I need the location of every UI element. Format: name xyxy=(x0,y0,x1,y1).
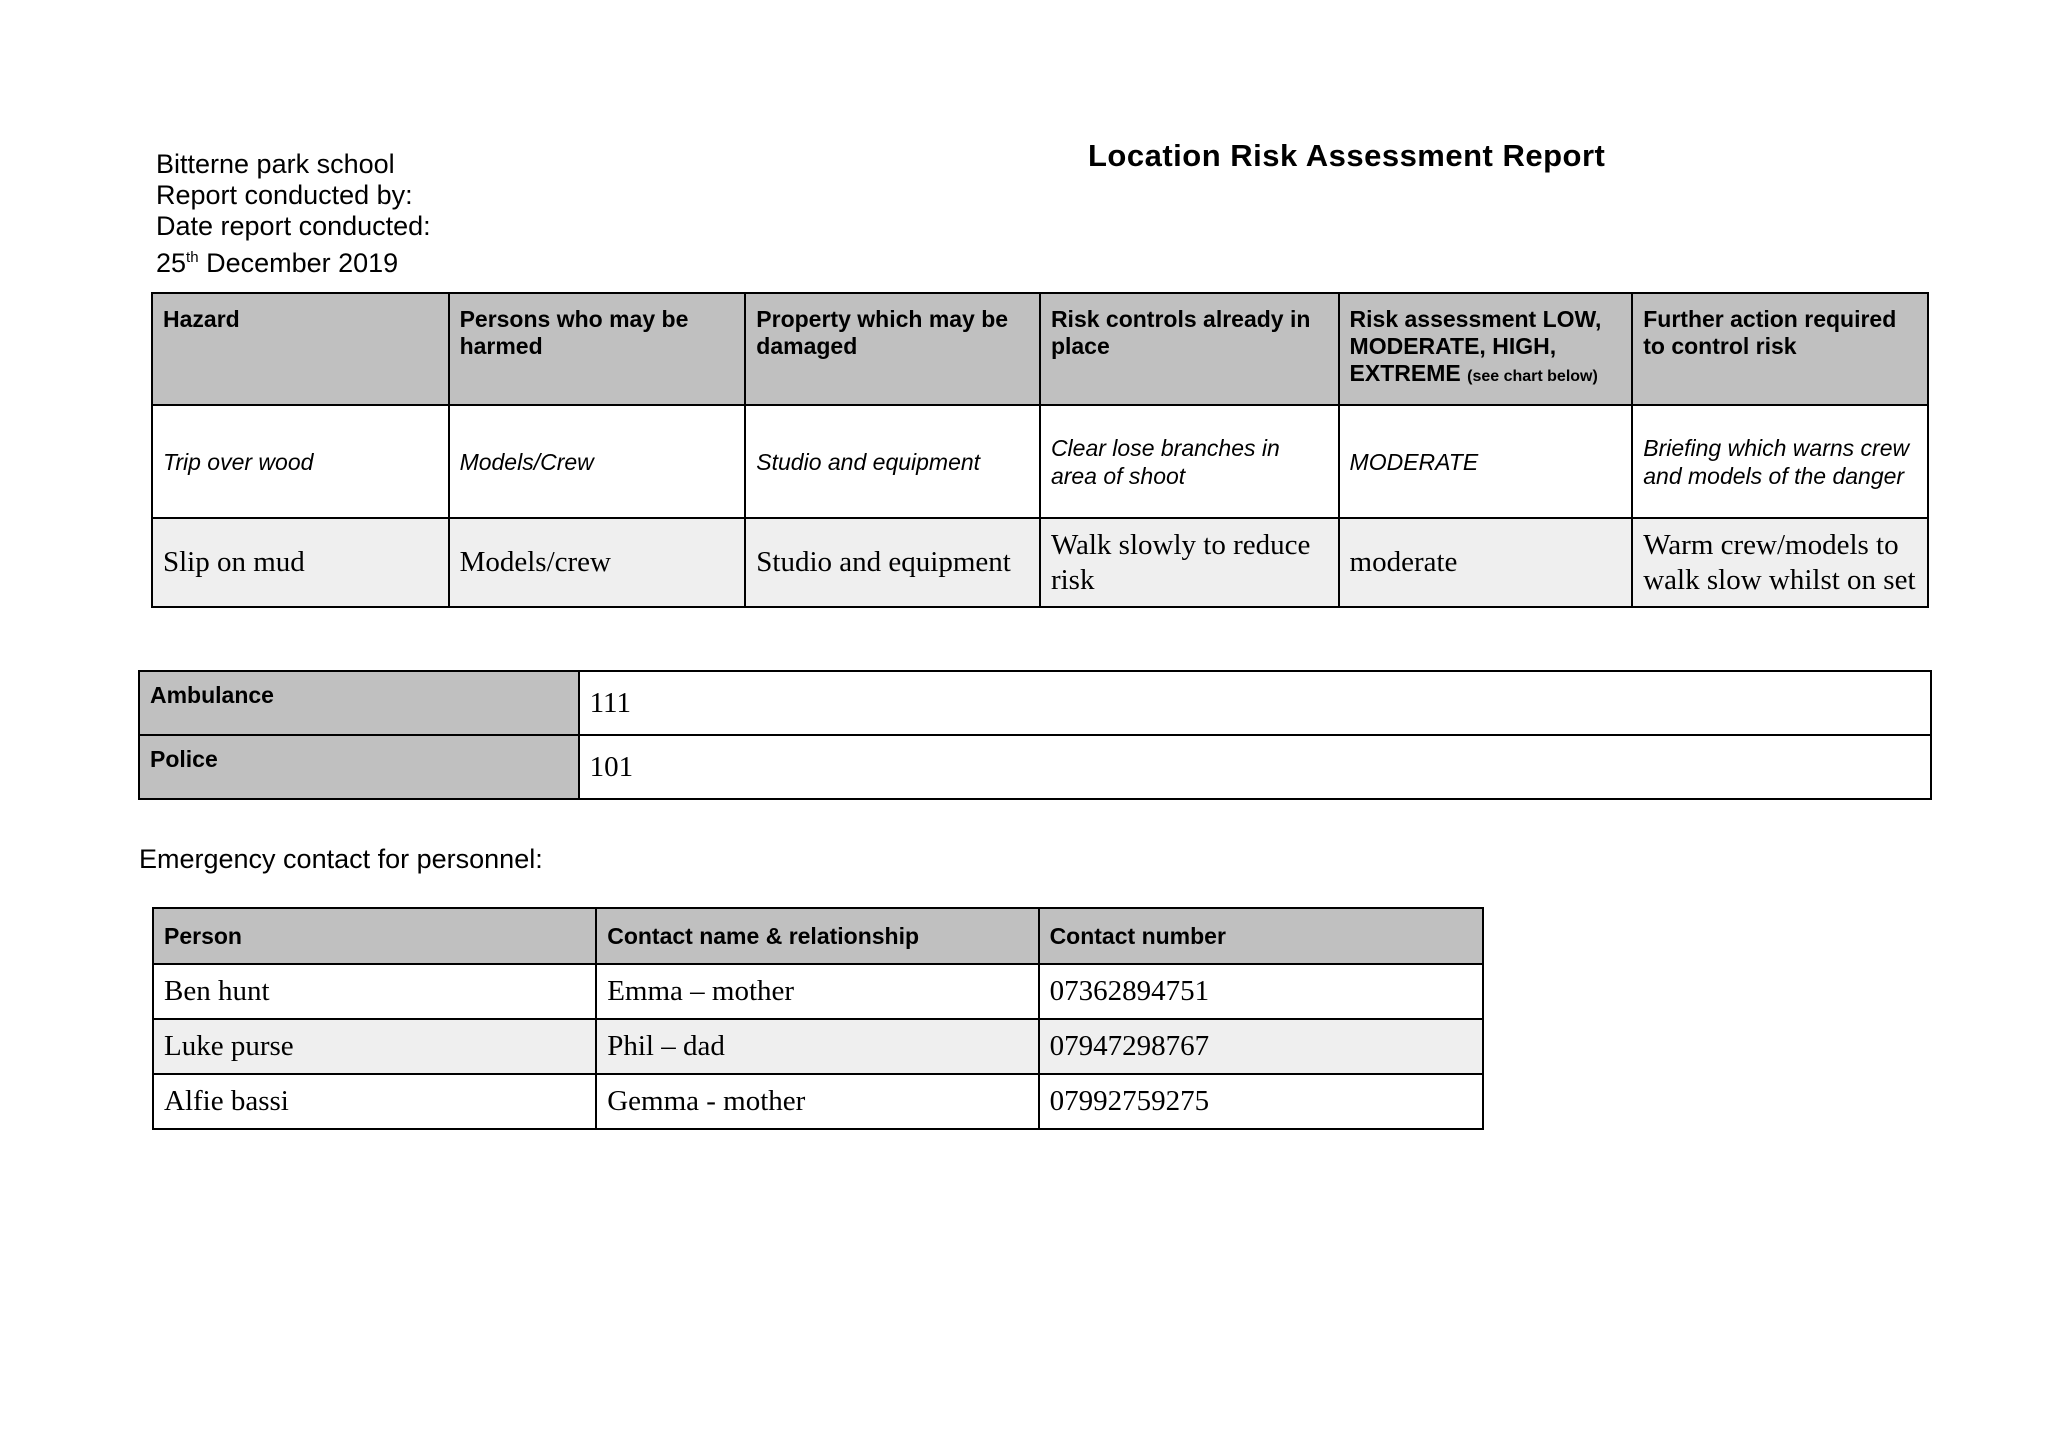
header-risk-assessment: Risk assessment LOW, MODERATE, HIGH, EXTREME (see chart below) xyxy=(1339,293,1633,405)
table-row xyxy=(153,964,1483,1019)
header-property: Property which may be damaged xyxy=(745,293,1040,405)
table-cell: Studio and equipment xyxy=(745,405,1040,518)
table-row xyxy=(139,671,1931,735)
service-label-police: Police xyxy=(139,735,579,799)
table-cell: Clear lose branches in area of shoot xyxy=(1040,405,1339,518)
service-label-ambulance: Ambulance xyxy=(139,671,579,735)
header-further-action: Further action required to control risk xyxy=(1632,293,1928,405)
table-row xyxy=(153,1074,1483,1129)
table-cell: Alfie bassi xyxy=(153,1074,596,1129)
table-cell: Studio and equipment xyxy=(745,518,1040,607)
risk-header-row xyxy=(152,293,1928,405)
table-cell: Emma – mother xyxy=(596,964,1038,1019)
school-name: Bitterne park school xyxy=(156,149,395,179)
table-cell: Warm crew/models to walk slow whilst on set xyxy=(1632,518,1928,607)
see-chart-note: (see chart below) xyxy=(1467,368,1598,385)
table-cell: MODERATE xyxy=(1339,405,1633,518)
table-cell: Models/Crew xyxy=(449,405,746,518)
date-label: Date report conducted: xyxy=(156,211,431,241)
table-cell: 07947298767 xyxy=(1039,1019,1483,1074)
service-number-ambulance: 111 xyxy=(579,671,1931,735)
table-cell: Trip over wood xyxy=(152,405,449,518)
report-title: Location Risk Assessment Report xyxy=(1088,138,1606,173)
header-contact-number: Contact number xyxy=(1039,908,1483,964)
emergency-services-table xyxy=(138,670,1932,800)
table-cell: Ben hunt xyxy=(153,964,596,1019)
table-cell: Walk slowly to reduce risk xyxy=(1040,518,1339,607)
table-row xyxy=(139,735,1931,799)
contacts-header-row xyxy=(153,908,1483,964)
risk-table xyxy=(151,292,1929,608)
table-cell: Models/crew xyxy=(449,518,746,607)
table-cell: 07992759275 xyxy=(1039,1074,1483,1129)
header-person: Person xyxy=(153,908,596,964)
emergency-contacts-table xyxy=(152,907,1484,1130)
table-cell: Phil – dad xyxy=(596,1019,1038,1074)
table-cell: moderate xyxy=(1339,518,1633,607)
header-persons: Persons who may be harmed xyxy=(449,293,746,405)
report-conducted-by: Report conducted by: xyxy=(156,180,413,210)
table-row xyxy=(152,405,1928,518)
header-contact-name: Contact name & relationship xyxy=(596,908,1038,964)
service-number-police: 101 xyxy=(579,735,1931,799)
table-cell: Gemma - mother xyxy=(596,1074,1038,1129)
header-risk-controls: Risk controls already in place xyxy=(1040,293,1339,405)
table-cell: Slip on mud xyxy=(152,518,449,607)
table-row xyxy=(153,1019,1483,1074)
table-cell: 07362894751 xyxy=(1039,964,1483,1019)
table-cell: Luke purse xyxy=(153,1019,596,1074)
table-row xyxy=(152,518,1928,607)
report-date: 25th December 2019 xyxy=(156,248,399,278)
header-hazard: Hazard xyxy=(152,293,449,405)
emergency-contact-heading: Emergency contact for personnel: xyxy=(139,844,543,874)
table-cell: Briefing which warns crew and models of the danger xyxy=(1632,405,1928,518)
